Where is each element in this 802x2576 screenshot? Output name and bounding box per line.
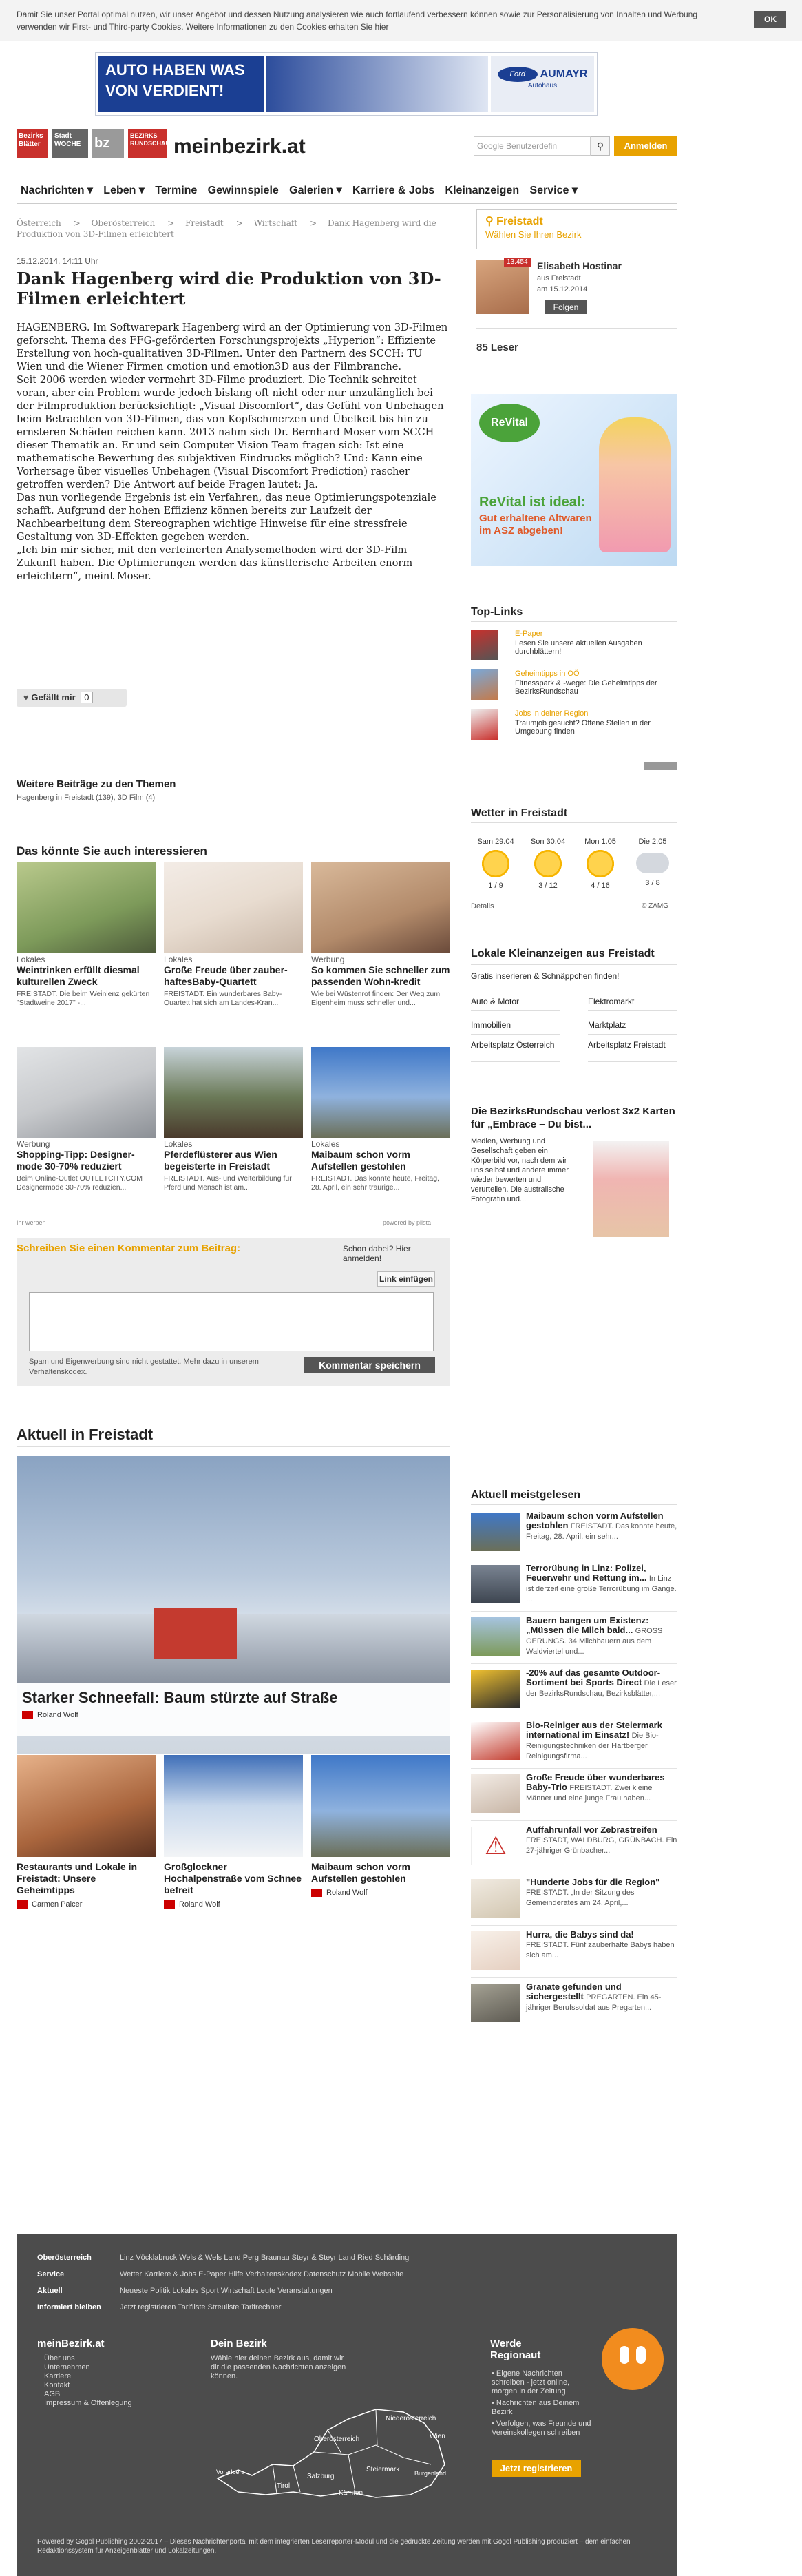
footer-col2-heading: Dein Bezirk — [211, 2338, 267, 2349]
classified-link[interactable]: Arbeitsplatz Österreich — [471, 1039, 560, 1062]
list-item[interactable] — [471, 1664, 677, 1716]
list-item[interactable] — [471, 1821, 677, 1873]
promo-text: Medien, Werbung und Gesellschaft geben ein Körperbild vor, nach dem wir uns selbst und andere immer wieder bewerten und verurteilen. Die australische Fotografin und... — [471, 1137, 569, 1203]
insert-link-button[interactable]: Link einfügen — [377, 1271, 435, 1287]
region-name: Freistadt — [496, 216, 543, 227]
aktuell-card[interactable] — [164, 1755, 303, 1909]
card-author: Roland Wolf — [179, 1900, 220, 1909]
map-label[interactable]: Burgenland — [414, 2470, 447, 2477]
card-desc: FREISTADT. Ein wunderbares Baby-Quartett hat sich am Landes-Kran... — [164, 990, 282, 1007]
register-button[interactable]: Jetzt registrieren — [492, 2460, 581, 2477]
top-banner-ad[interactable] — [95, 52, 598, 116]
reader-count: 85 Leser — [476, 342, 518, 353]
logo-eye — [636, 2346, 646, 2364]
map-label[interactable]: Tirol — [277, 2482, 291, 2490]
footer-link[interactable]: Über uns — [44, 2354, 75, 2362]
weather-temp: 4 / 16 — [591, 882, 610, 890]
list-title: "Hunderte Jobs für die Region" — [526, 1877, 660, 1887]
cookie-banner — [0, 0, 802, 41]
map-label[interactable]: Vorarlberg — [216, 2469, 245, 2475]
article-paragraph: Seit 2006 werden wieder vermehrt 3D-Filme produziert. Die Technik schreitet voran, aber ein Problem wurde jedoch bislang oft nicht oder nur unzulänglich bei der Filmproduktion berücksichtigt: „Visual Discomfort“, das Gefühl von Unbehagen beim Betrachten von 3D-Filmen, das von Kopfschmerzen und Übelkeit bis hin zu ernsteren Schäden reichen kann. 2013 nahm sich Dr. Bernhard Moser vom SCCH dieser Thematik an. Er und sein Computer Vision Team fragen sich: Ist eine mathematische Bewertung des subjektiven Eindrucks möglich? Und: Kann eine Vorhersage über visuelles Unbehagen (Visual Discomfort Prediction) rascher getroffen werden? Die Antwort auf beide Fragen lautet: Ja. — [17, 374, 444, 490]
weather-day-label: Die 2.05 — [638, 838, 667, 846]
twitter-icon: ✦ — [96, 735, 104, 745]
sun-icon — [533, 849, 563, 879]
breadcrumb: Österreich > Oberösterreich > Freistadt > Wirtschaft > Dank Hagenberg wird die Produktion von 3D-Filmen erleichtert — [17, 218, 436, 239]
list-text: Die Bio-Reinigungstechniken der Hartberger Reinigungsfirma... — [526, 1732, 659, 1760]
weather-day-label: Sam 29.04 — [477, 838, 514, 846]
nav-service[interactable]: Service ▾ — [529, 185, 578, 196]
login-button[interactable]: Anmelden — [614, 136, 677, 156]
card-title: Restaurants und Lokale in Freistadt: Unsere Geheimtipps — [17, 1861, 138, 1895]
map-label[interactable]: Oberösterreich — [314, 2435, 360, 2443]
cookie-ok-button[interactable]: OK — [754, 11, 786, 28]
weather-day — [523, 838, 573, 890]
logo-eye — [620, 2346, 629, 2364]
region-sub: Wählen Sie Ihren Bezirk — [485, 229, 582, 240]
map-pin-icon: ⚲ — [485, 216, 494, 227]
list-thumb — [471, 1774, 520, 1813]
list-item[interactable] — [471, 1978, 677, 2030]
article-body — [17, 321, 450, 583]
card-category: Lokales — [164, 1139, 193, 1149]
card-desc: Beim Online-Outlet OUTLETCITY.COM Designermode 30-70% reduzien... — [17, 1174, 143, 1192]
list-title: Maibaum schon vorm Aufstellen gestohlen — [526, 1510, 664, 1530]
banner-brand-name: AUMAYR — [540, 68, 588, 80]
search-input[interactable]: Google Benutzerdefin — [474, 136, 591, 156]
weather-temp: 3 / 12 — [538, 882, 558, 890]
author-name[interactable]: Elisabeth Hostinar — [537, 260, 622, 271]
list-text: In Linz ist derzeit eine große Terrorübung im Gange. ... — [526, 1575, 677, 1603]
footer-benefit: • Eigene Nachrichten schreiben - jetzt online, morgen in der Zeitung — [492, 2369, 570, 2396]
card-title: Maibaum schon vorm Aufstellen gestohlen — [311, 1149, 410, 1172]
card-desc: FREISTADT. Aus- und Weiterbildung für Pferd und Mensch ist am... — [164, 1174, 292, 1192]
search-button[interactable] — [591, 136, 610, 156]
card-title: Große Freude über zauber-haftesBaby-Quartett — [164, 964, 288, 987]
crumb-oberoesterreich[interactable]: Oberösterreich — [91, 218, 156, 228]
list-title: Hurra, die Babys sind da! — [526, 1929, 634, 1940]
promo-title[interactable]: Die BezirksRundschau verlost 3x2 Karten für „Embrace – Du bist... — [471, 1105, 675, 1130]
plista-credit[interactable]: powered by plista — [383, 1219, 432, 1226]
author-date: am 15.12.2014 — [537, 285, 588, 293]
card-title: So kommen Sie schneller zum passenden Wohn-kredit — [311, 964, 450, 987]
article-paragraph: HAGENBERG. Im Softwarepark Hagenberg wird an der Optimierung von 3D-Filmen geforscht. Thema des FFG-geförderten Forschungsprojekts „Hyperion“: Effiziente Erstellung von hoch-qualitativen 3D-Filmen. Unter den Partnern des SCCH: TU Wien und die Wiener Firmen cmotion und emotion3D aus der Filmbranche. — [17, 322, 448, 373]
list-thumb — [471, 1931, 520, 1970]
heart-icon: ♥ — [23, 692, 29, 703]
list-title: Terrorübung in Linz: Polizei, Feuerwehr und Rettung im... — [526, 1563, 647, 1583]
promo-image[interactable] — [593, 1141, 669, 1237]
weather-heading: Wetter in Freistadt — [471, 807, 568, 819]
region-selector[interactable] — [476, 209, 677, 249]
divider — [476, 328, 677, 329]
map-border-line — [314, 2445, 431, 2464]
revital-ad[interactable] — [471, 394, 677, 566]
footer — [17, 2234, 677, 2576]
footer-row-links[interactable]: Neueste Politik Lokales Sport Wirtschaft Leute Veranstaltungen — [120, 2287, 333, 2295]
share-label: E-Mail — [320, 735, 344, 745]
crumb-wirtschaft[interactable]: Wirtschaft — [253, 218, 298, 228]
comment-textarea[interactable] — [29, 1292, 434, 1351]
list-item[interactable] — [471, 1612, 677, 1664]
list-thumb — [471, 1984, 520, 2022]
weather-day — [471, 838, 520, 890]
toplink-desc: Lesen Sie unsere aktuellen Ausgaben durchblättern! — [515, 639, 642, 656]
map-label[interactable]: Salzburg — [307, 2473, 335, 2480]
card-image — [164, 1047, 303, 1138]
benefit-text: Nachrichten aus Deinem Bezirk — [492, 2399, 580, 2416]
logo-bz[interactable]: bz — [92, 129, 124, 158]
article-date: 15.12.2014, 14:11 Uhr — [17, 256, 98, 266]
toplink-title: Geheimtipps in OÖ — [515, 669, 580, 678]
footer-col1-heading: meinBezirk.at — [37, 2338, 105, 2349]
divider — [471, 964, 677, 965]
footer-col1-list — [44, 2354, 132, 2408]
card-author: Roland Wolf — [326, 1889, 368, 1897]
author-avatar — [17, 1900, 28, 1909]
list-title: Bauern bangen um Existenz: „Müssen die Milch bald... — [526, 1615, 649, 1635]
card-image — [17, 1047, 156, 1138]
card-image — [17, 1755, 156, 1857]
classifieds-heading: Lokale Kleinanzeigen aus Freistadt — [471, 948, 655, 959]
list-thumb — [471, 1879, 520, 1918]
share-label: Twittern — [105, 735, 135, 745]
nav-kleinanzeigen[interactable]: Kleinanzeigen — [445, 185, 520, 196]
footer-link[interactable]: Impressum & Offenlegung — [44, 2399, 132, 2407]
report-button[interactable] — [374, 730, 441, 749]
share-label: Teilen — [29, 735, 51, 745]
divider — [471, 822, 677, 823]
ad-note: Ihr werben — [17, 1219, 46, 1226]
author-avatar — [311, 1889, 322, 1897]
weather-source: © ZAMG — [642, 902, 669, 910]
footer-benefit: • Verfolgen, was Freunde und Vereinskollegen schreiben — [492, 2420, 591, 2437]
jobs-icon — [471, 709, 498, 740]
list-thumb — [471, 1565, 520, 1603]
article-title: Dank Hagenberg wird die Produktion von 3D-Filmen erleichtert — [17, 269, 441, 309]
weather-day — [628, 838, 677, 887]
footer-link[interactable]: Kontakt — [44, 2381, 70, 2389]
ford-logo-icon: Ford — [498, 67, 538, 82]
aktuell-card[interactable] — [17, 1755, 156, 1909]
weather-day-label: Son 30.04 — [530, 838, 566, 846]
site-title[interactable]: meinbezirk.at — [173, 135, 306, 158]
card-desc: FREISTADT. Das konnte heute, Freitag, 28. April, ein sehr traurige... — [311, 1174, 439, 1192]
map-label[interactable]: Wien — [430, 2433, 445, 2440]
footer-col3-list — [492, 2369, 595, 2440]
divider — [471, 1504, 677, 1505]
facebook-icon: f — [25, 735, 28, 745]
nav-karriere[interactable]: Karriere & Jobs — [352, 185, 435, 196]
weather-temp: 1 / 9 — [488, 882, 503, 890]
toplink-epaper[interactable] — [471, 630, 677, 665]
meistgelesen-heading: Aktuell meistgelesen — [471, 1489, 581, 1501]
footer-row-links[interactable]: Linz Vöcklabruck Wels & Wels Land Perg Braunau Steyr & Steyr Land Ried Schärding — [120, 2254, 410, 2262]
toplink-title: E-Paper — [515, 630, 543, 638]
list-text: FREISTADT, WALDBURG, GRÜNBACH. Ein 27-jähriger Grünbacher... — [526, 1836, 677, 1855]
recommend-card[interactable] — [17, 1047, 156, 1192]
card-desc: FREISTADT. Die beim Weinlenz gekürten "Stadtweine 2017" -... — [17, 990, 150, 1007]
list-text: FREISTADT. Zwei kleine Männer und eine junge Frau haben... — [526, 1784, 653, 1803]
toplink-desc: Fitnesspark & -wege: Die Geheimtipps der BezirksRundschau — [515, 679, 657, 696]
crumb-oesterreich[interactable]: Österreich — [17, 218, 61, 228]
weather-details-link[interactable]: Details — [471, 902, 494, 911]
crumb-current: Dank Hagenberg wird die Produktion von 3D-Filmen erleichtert — [17, 218, 436, 239]
card-category: Werbung — [17, 1139, 50, 1149]
sun-icon — [585, 849, 615, 879]
list-title: Bio-Reiniger aus der Steiermark international im Einsatz! — [526, 1720, 662, 1740]
list-item[interactable] — [471, 1716, 677, 1769]
list-title: -20% auf das gesamte Outdoor-Sortiment bei Sports Direct — [526, 1668, 661, 1687]
list-thumb — [471, 1513, 520, 1551]
author-from: aus Freistadt — [537, 274, 581, 282]
author-avatar[interactable] — [476, 260, 529, 314]
footer-link[interactable]: Unternehmen — [44, 2363, 90, 2371]
share-twitter-button[interactable] — [88, 730, 154, 749]
map-border-line — [273, 2409, 377, 2493]
share-label: Melden — [392, 735, 420, 745]
like-count: 0 — [81, 692, 92, 703]
nav-nachrichten[interactable]: Nachrichten ▾ — [21, 185, 93, 196]
list-item[interactable] — [471, 1507, 677, 1559]
revital-logo: ReVital — [479, 404, 540, 442]
recommend-card[interactable] — [17, 862, 156, 1008]
card-image — [164, 862, 303, 953]
card-category: Lokales — [17, 955, 45, 964]
classifieds-sub: Gratis inserieren & Schnäppchen finden! — [471, 971, 620, 981]
featured-caption — [17, 1683, 450, 1736]
flag-icon: ⚑ — [383, 735, 390, 745]
card-author: Carmen Palcer — [32, 1900, 83, 1909]
code-icon: </> — [240, 735, 252, 745]
card-image — [311, 862, 450, 953]
list-thumb — [471, 1617, 520, 1656]
aktuell-card[interactable] — [311, 1755, 450, 1897]
weather-day — [576, 838, 625, 890]
share-facebook-button[interactable] — [17, 730, 83, 749]
footer-row-label: Service — [37, 2270, 65, 2278]
footer-row-label: Aktuell — [37, 2287, 63, 2295]
banner-car-image — [266, 56, 488, 112]
main-nav — [17, 178, 677, 204]
banner-brand-sub: Autohaus — [527, 82, 558, 90]
card-category: Lokales — [164, 955, 193, 964]
geheimtipps-icon — [471, 669, 498, 700]
card-desc: Wie bei Wüstenrot finden: Der Weg zum Eigenheim muss schneller und... — [311, 990, 441, 1007]
author-avatar — [22, 1711, 33, 1719]
logo-stadtwoche[interactable]: Stadt WOCHE — [52, 129, 88, 158]
toplink-desc: Traumjob gesucht? Offene Stellen in der Umgebung finden — [515, 719, 651, 736]
fire-truck-image — [154, 1608, 237, 1659]
comment-note: Spam und Eigenwerbung sind nicht gestattet. Mehr dazu in unserem Verhaltenskodex. — [29, 1358, 259, 1376]
banner-slogan: AUTO HABEN WAS VON VERDIENT! — [98, 56, 264, 112]
list-text: FREISTADT. „In der Sitzung des Gemeinderates am 24. April,... — [526, 1889, 635, 1907]
list-title: Große Freude über wunderbares Baby-Trio — [526, 1772, 665, 1792]
share-label: +Teilen — [168, 735, 195, 745]
classified-link[interactable]: Immobilien — [471, 1015, 560, 1035]
list-text: FREISTADT. Das konnte heute, Freitag, 28. April, ein sehr... — [526, 1522, 677, 1541]
recommend-card[interactable] — [164, 862, 303, 1008]
comment-heading: Schreiben Sie einen Kommentar zum Beitrag: — [17, 1243, 241, 1254]
nav-galerien[interactable]: Galerien ▾ — [289, 185, 342, 196]
article-paragraph: „Ich bin mir sicher, mit den verfeinerten Analysemethoden wird der 3D-Film Zukunft haben. Die Optimierungen werden das künstlerische Arbeiten enorm erleichtern“, meint Moser. — [17, 544, 413, 582]
comment-box — [17, 1238, 450, 1386]
classified-link[interactable]: Auto & Motor — [471, 992, 560, 1011]
card-title: Shopping-Tipp: Designer-mode 30-70% reduziert — [17, 1149, 135, 1172]
more-topics-links[interactable]: Hagenberg in Freistadt (139), 3D Film (4) — [17, 793, 156, 802]
nav-leben[interactable]: Leben ▾ — [103, 185, 145, 196]
footer-col3-heading: Werde Regionaut — [490, 2338, 541, 2361]
nav-gewinnspiele[interactable]: Gewinnspiele — [207, 185, 279, 196]
more-topics-heading: Weitere Beiträge zu den Themen — [17, 778, 176, 790]
banner-brand — [491, 56, 594, 112]
article-paragraph: Das nun vorliegende Ergebnis ist ein Verfahren, das neue Optimierungspotenziale schafft. Aufgrund der hohen Effizienz können bereits zur Laufzeit der Nachbearbeitung dem Stereographen wichtige Hinweise für eine stressfreie Gestaltung von 3D-Effekten gegeben werden. — [17, 492, 436, 543]
card-title: Großglockner Hochalpenstraße vom Schnee befreit — [164, 1861, 302, 1895]
footer-row-links[interactable]: Wetter Karriere & Jobs E-Paper Hilfe Verhaltenskodex Datenschutz Mobile Webseite — [120, 2270, 404, 2278]
toplink-geheimtipps[interactable] — [471, 669, 677, 705]
toplink-title: Jobs in deiner Region — [515, 709, 589, 718]
list-item[interactable] — [471, 1559, 677, 1612]
card-category: Werbung — [311, 955, 345, 964]
featured-article[interactable] — [17, 1456, 450, 1754]
search-icon: ⚲ — [596, 141, 604, 152]
regionaut-logo-icon — [602, 2328, 664, 2390]
like-button[interactable] — [17, 689, 127, 707]
email-button[interactable] — [303, 730, 369, 749]
logo-bezirksblaetter[interactable]: Bezirks Blätter — [17, 129, 48, 158]
logo-bezirksrundschau[interactable]: BEZIRKS RUNDSCHAU — [128, 129, 167, 158]
card-title: Weintrinken erfüllt diesmal kulturellen Zweck — [17, 964, 140, 987]
epaper-icon — [471, 630, 498, 660]
featured-title: Starker Schneefall: Baum stürzte auf Straße — [22, 1689, 338, 1706]
list-text: FREISTADT. Fünf zauberhafte Babys haben sich am... — [526, 1941, 675, 1960]
card-image — [311, 1047, 450, 1138]
footer-col2-text: Wähle hier deinen Bezirk aus, damit wir dir die passenden Nachrichten anzeigen können. — [211, 2354, 346, 2380]
list-title: Granate gefunden und sichergestellt — [526, 1982, 622, 2002]
toplink-jobs[interactable] — [471, 709, 677, 745]
embed-button[interactable] — [231, 730, 297, 749]
author-avatar — [164, 1900, 175, 1909]
share-google-button[interactable] — [160, 730, 226, 749]
classified-link[interactable]: Arbeitsplatz Freistadt — [588, 1039, 677, 1062]
list-title: Auffahrunfall vor Zebrastreifen — [526, 1825, 657, 1835]
featured-author: Roland Wolf — [37, 1711, 78, 1719]
card-category: Lokales — [311, 1139, 340, 1149]
follow-button[interactable]: Folgen — [545, 300, 587, 314]
like-label: Gefällt mir — [31, 692, 76, 703]
list-text: PREGARTEN. Ein 45-jähriger Berufssoldat aus Pregarten... — [526, 1993, 662, 2012]
recommend-card[interactable] — [311, 862, 450, 1008]
share-label: Einbetten — [253, 735, 289, 745]
recommend-card[interactable] — [164, 1047, 303, 1192]
footer-row-label: Oberösterreich — [37, 2254, 92, 2262]
divider — [471, 621, 677, 622]
author-badge: 13.454 — [504, 258, 531, 267]
classified-link[interactable]: Marktplatz — [588, 1015, 677, 1035]
map-label[interactable]: Kärnten — [339, 2489, 363, 2497]
weather-day-label: Mon 1.05 — [584, 838, 616, 846]
austria-map-svg — [211, 2389, 458, 2506]
cookie-text: Damit Sie unser Portal optimal nutzen, wir unser Angebot und dessen Nutzung analysieren wie auch fortlaufend verbessern können sowie zur Personalisierung von Inhalten und Werbung verwenden wir First- und Third-party Cookies. Weitere Informationen zu den Cookies erhalten Sie hier — [17, 10, 698, 32]
card-image — [164, 1755, 303, 1857]
benefit-text: Eigene Nachrichten schreiben - jetzt online, morgen in der Zeitung — [492, 2369, 570, 2396]
map-label[interactable]: Niederösterreich — [386, 2415, 436, 2422]
footer-link[interactable]: Karriere — [44, 2372, 72, 2380]
copyright: Powered by Gogol Publishing 2002-2017 – Dieses Nachrichtenportal mit dem integrierten Leserreporter-Modul und die gedruckte Zeitung werden mit Gogol Publishing produziert – dem einfachen Redaktionssystem für Anzeigenblätter und Lokalzeitungen. — [37, 2538, 631, 2555]
map-label[interactable]: Steiermark — [366, 2466, 400, 2473]
warning-sign-icon: ⚠ — [471, 1827, 520, 1865]
classified-link[interactable]: Elektromarkt — [588, 992, 677, 1011]
mail-icon: ✉ — [311, 735, 319, 745]
card-title: Pferdeflüsterer aus Wien begeisterte in Freistadt — [164, 1149, 277, 1172]
comment-submit-button[interactable]: Kommentar speichern — [304, 1357, 435, 1373]
card-image — [17, 862, 156, 953]
comment-login-link[interactable]: Schon dabei? Hier anmelden! — [343, 1244, 411, 1263]
list-text: GROSS GERUNGS. 34 Milchbauern aus dem Waldviertel und... — [526, 1627, 663, 1656]
card-title: Maibaum schon vorm Aufstellen gestohlen — [311, 1861, 410, 1884]
footer-benefit: • Nachrichten aus Deinem Bezirk — [492, 2399, 580, 2416]
ad-child-image — [599, 417, 671, 552]
list-item[interactable] — [471, 1769, 677, 1821]
aktuell-heading: Aktuell in Freistadt — [17, 1426, 154, 1443]
recommend-heading: Das könnte Sie auch interessieren — [17, 844, 207, 858]
footer-row-links[interactable]: Jetzt registrieren Tarifliste Streuliste Tarifrechner — [120, 2303, 282, 2312]
crumb-freistadt[interactable]: Freistadt — [185, 218, 224, 228]
toplinks-heading: Top-Links — [471, 606, 523, 618]
ad-marker — [644, 762, 677, 770]
rain-cloud-icon — [636, 853, 669, 873]
footer-link[interactable]: AGB — [44, 2390, 61, 2398]
ad-sub: Gut erhaltene Altwaren im ASZ abgeben! — [479, 512, 592, 537]
ad-headline: ReVital ist ideal: — [479, 495, 586, 510]
sun-cloud-icon — [481, 849, 511, 879]
benefit-text: Verfolgen, was Freunde und Vereinskollegen schreiben — [492, 2420, 591, 2437]
weather-temp: 3 / 8 — [645, 879, 660, 887]
list-item[interactable] — [471, 1873, 677, 1926]
austria-map[interactable] — [211, 2389, 458, 2506]
card-image — [311, 1755, 450, 1857]
meistgelesen-list — [471, 1507, 677, 2030]
list-item[interactable] — [471, 1926, 677, 1978]
list-text: Die Leser der BezirksRundschau, Bezirksblätter,... — [526, 1679, 677, 1698]
divider — [17, 1446, 450, 1447]
list-thumb — [471, 1722, 520, 1760]
list-thumb — [471, 1670, 520, 1708]
recommend-card[interactable] — [311, 1047, 450, 1192]
footer-row-label: Informiert bleiben — [37, 2303, 101, 2312]
nav-termine[interactable]: Termine — [155, 185, 198, 196]
